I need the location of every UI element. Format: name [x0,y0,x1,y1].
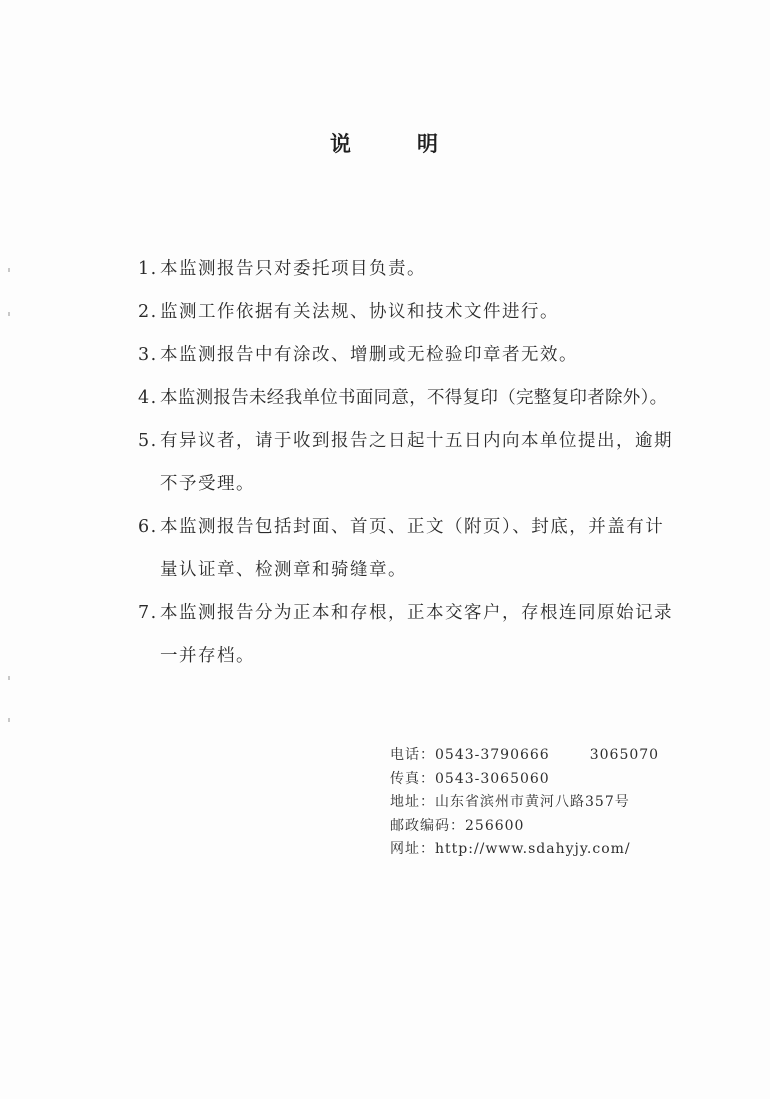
note-text: 监测工作依据有关法规、协议和技术文件进行。 [160,302,559,322]
title-char-left: 说 [330,131,353,156]
note-text: 有异议者，请于收到报告之日起十五日内向本单位提出，逾期 [160,431,673,451]
note-text: 本监测报告包括封面、首页、正文（附页）、封底，并盖有计 [160,517,665,537]
contact-postcode-row [390,815,659,839]
note-number: 5. [138,431,158,451]
postcode-value: 256600 [465,817,525,834]
note-number: 4. [138,388,158,408]
fax-number: 0543-3065060 [435,770,550,787]
address-value: 山东省滨州市黄河八路357号 [435,794,630,810]
note-item [138,383,698,414]
note-text: 本监测报告只对委托项目负责。 [160,259,426,279]
note-text-continued: 量认证章、检测章和骑缝章。 [160,560,407,580]
phone-primary: 0543-3790666 [435,747,550,763]
note-number: 3. [138,345,158,365]
note-text: 本监测报告分为正本和存根，正本交客户，存根连同原始记录 [160,603,673,623]
scan-mark [8,312,10,316]
note-item [138,254,698,285]
note-number: 7. [138,603,158,623]
contact-website-row [390,838,659,862]
note-number: 1. [138,259,158,279]
note-number: 2. [138,302,158,322]
page-title [0,128,770,158]
fax-label: 传真： [390,770,435,787]
contact-fax-row [390,768,659,792]
address-label: 地址： [390,794,435,810]
contact-address-row [390,791,659,815]
scan-mark [8,268,10,272]
note-item [138,426,698,500]
scan-mark [8,676,10,680]
postcode-label: 邮政编码： [390,817,465,834]
phone-secondary: 3065070 [589,747,660,763]
note-item [138,598,698,672]
scan-mark [8,718,10,722]
note-item [138,297,698,328]
website-label: 网址： [390,841,435,857]
website-link[interactable]: http://www.sdahyjy.com/ [435,841,631,857]
title-char-right: 明 [417,131,440,156]
note-item [138,512,698,586]
note-text: 本监测报告中有涂改、增删或无检验印章者无效。 [160,345,578,365]
note-text: 本监测报告未经我单位书面同意，不得复印（完整复印者除外）。 [160,388,668,408]
note-number: 6. [138,517,158,537]
contact-block [390,744,659,862]
phone-label: 电话： [390,747,435,763]
note-text-continued: 不予受理。 [160,474,255,494]
note-text-continued: 一并存档。 [160,646,255,666]
note-item [138,340,698,371]
notes-list [138,254,698,684]
contact-phone-row [390,744,659,768]
